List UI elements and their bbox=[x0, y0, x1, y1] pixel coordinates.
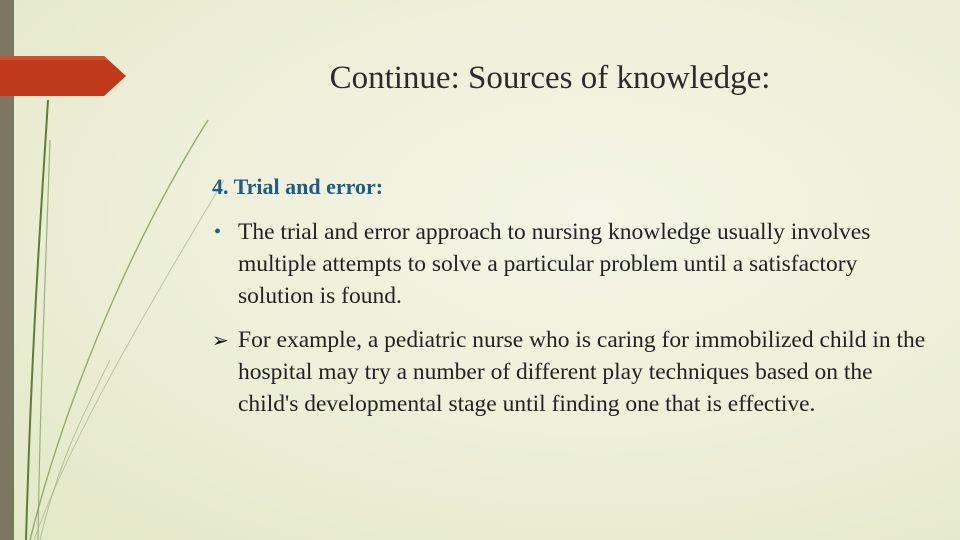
dot-bullet-icon: • bbox=[214, 221, 222, 243]
slide-content bbox=[212, 170, 932, 432]
section-subheading: 4. Trial and error: bbox=[212, 174, 384, 199]
list-item-text: The trial and error approach to nursing knowledge usually involves multiple attempts to solve a particular problem until a satisfactory solution is found. bbox=[238, 219, 871, 309]
list-item bbox=[212, 324, 932, 420]
list-item-text: For example, a pediatric nurse who is caring for immobilized child in the hospital may try a number of different play techniques based on the child's developmental stage until finding one that is effective. bbox=[238, 327, 926, 417]
title-arrow-banner bbox=[0, 56, 128, 96]
list-item bbox=[212, 216, 932, 312]
slide-title: Continue: Sources of knowledge: bbox=[329, 60, 771, 96]
arrow-bullet-icon: ➢ bbox=[212, 328, 229, 352]
